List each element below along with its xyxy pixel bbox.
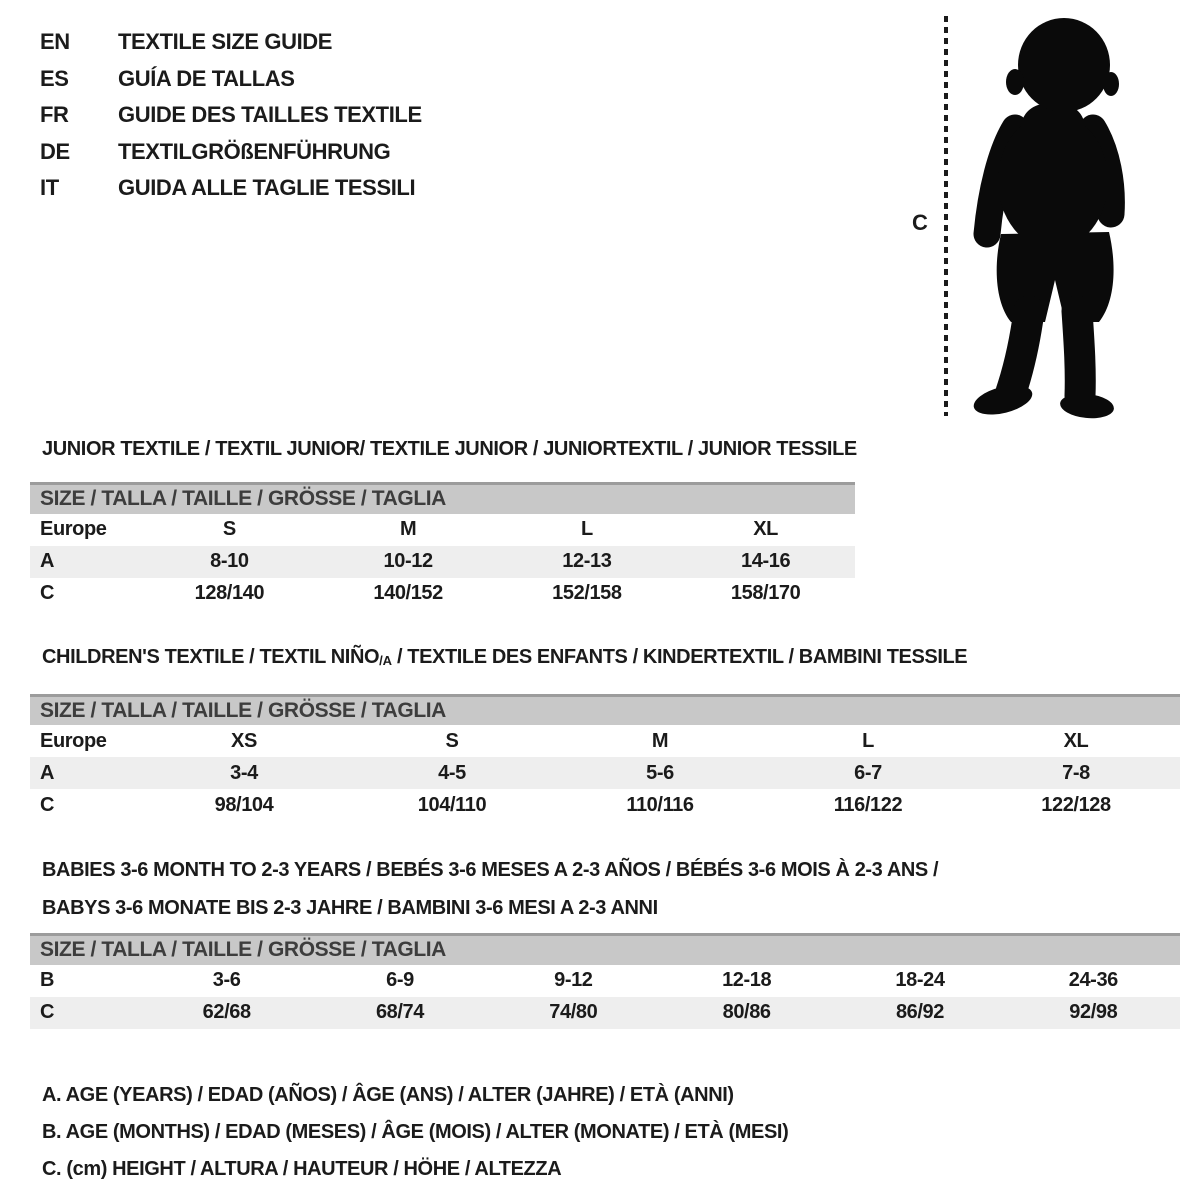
height-cell: 140/152 — [373, 582, 443, 604]
section-heading-children — [42, 610, 1200, 670]
table-row-europe — [30, 725, 1180, 757]
age-cell: 12-18 — [722, 969, 772, 991]
legend-line-c: C. (cm) HEIGHT / ALTURA / HAUTEUR / HÖHE / ALTEZZA — [42, 1157, 562, 1180]
height-measure-dashed-line — [944, 16, 948, 416]
height-cell: 98/104 — [214, 793, 274, 816]
size-header-bar: SIZE / TALLA / TAILLE / GRÖSSE / TAGLIA — [30, 935, 1180, 965]
header — [0, 0, 1200, 430]
age-cell: 3-4 — [140, 757, 348, 789]
legend-line-b: B. AGE (MONTHS) / EDAD (MESES) / ÂGE (MOIS) / ALTER (MONATE) / ETÀ (MESI) — [42, 1120, 789, 1143]
legend — [42, 1077, 1200, 1188]
size-cell: XL — [1063, 729, 1089, 752]
heading-line-1: BABIES 3-6 MONTH TO 2-3 YEARS / BEBÉS 3-6 MESES A 2-3 AÑOS / BÉBÉS 3-6 MOIS À 2-3 ANS / — [42, 859, 939, 881]
size-cell: M — [399, 518, 417, 540]
section-heading-babies — [42, 821, 1200, 927]
age-cell: 3-6 — [212, 969, 241, 991]
size-cell: S — [222, 518, 236, 540]
height-cell: 74/80 — [487, 997, 660, 1029]
height-cell: 122/128 — [1041, 793, 1111, 816]
heading-text: / TEXTILE DES ENFANTS / KINDERTEXTIL / BAMBINI TESSILE — [391, 645, 968, 668]
height-cell: 116/122 — [833, 793, 903, 816]
height-measure-label: C — [912, 210, 928, 235]
table-row-height — [30, 997, 1180, 1029]
guide-title: GUIDA ALLE TAGLIE TESSILI — [118, 175, 416, 200]
height-cell: 110/116 — [626, 793, 694, 816]
age-cell: 4-5 — [348, 757, 556, 789]
section-babies — [30, 821, 1200, 1029]
guide-title: TEXTILE SIZE GUIDE — [118, 29, 333, 54]
size-header-row — [30, 695, 1180, 725]
size-cell: L — [580, 518, 593, 540]
size-header-bar: SIZE / TALLA / TAILLE / GRÖSSE / TAGLIA — [30, 484, 855, 514]
height-cell: 62/68 — [140, 997, 313, 1029]
row-label: Europe — [40, 729, 107, 752]
age-cell: 6-9 — [386, 969, 414, 991]
language-code: EN — [40, 29, 70, 54]
size-header-row — [30, 484, 855, 514]
language-code: DE — [40, 138, 70, 164]
age-cell: 7-8 — [972, 757, 1180, 789]
row-label: A — [30, 546, 140, 578]
height-cell: 80/86 — [660, 997, 833, 1029]
age-cell: 14-16 — [676, 546, 855, 578]
age-cell: 8-10 — [140, 546, 319, 578]
height-cell: 86/92 — [833, 997, 1006, 1029]
section-heading-junior: JUNIOR TEXTILE / TEXTIL JUNIOR/ TEXTILE JUNIOR / JUNIORTEXTIL / JUNIOR TESSILE — [42, 438, 857, 460]
row-label: B — [40, 969, 55, 991]
table-row-months — [30, 965, 1180, 997]
age-cell: 12-13 — [498, 546, 677, 578]
guide-title: GUÍA DE TALLAS — [118, 65, 295, 91]
height-cell: 152/158 — [552, 582, 622, 604]
age-cell: 24-36 — [1068, 969, 1118, 991]
heading-subscript: /A — [379, 652, 392, 668]
language-title-list — [40, 24, 422, 207]
table-row-height — [30, 578, 855, 610]
heading-line-2: BABYS 3-6 MONATE BIS 2-3 JAHRE / BAMBINI 3-6 MESI A 2-3 ANNI — [42, 897, 658, 919]
language-row-es — [40, 61, 422, 98]
table-row-europe — [30, 514, 855, 546]
row-label: Europe — [40, 518, 107, 540]
height-cell: 68/74 — [313, 997, 486, 1029]
legend-line-a: A. AGE (YEARS) / EDAD (AÑOS) / ÂGE (ANS) / ALTER (JAHRE) / ETÀ (ANNI) — [42, 1083, 734, 1106]
language-code: IT — [40, 175, 59, 200]
row-label: C — [30, 997, 140, 1029]
age-cell: 18-24 — [895, 969, 945, 991]
age-cell: 10-12 — [319, 546, 498, 578]
size-cell: XS — [231, 729, 257, 752]
table-row-height — [30, 789, 1180, 821]
height-cell: 104/110 — [417, 793, 487, 816]
size-header-row — [30, 935, 1180, 965]
size-header-bar: SIZE / TALLA / TAILLE / GRÖSSE / TAGLIA — [30, 695, 1180, 725]
language-row-fr — [40, 97, 422, 134]
baby-silhouette-icon — [963, 16, 1141, 420]
age-cell: 5-6 — [556, 757, 764, 789]
height-cell: 92/98 — [1007, 997, 1180, 1029]
guide-title: GUIDE DES TAILLES TEXTILE — [118, 102, 422, 127]
size-cell: M — [651, 729, 669, 752]
age-cell: 6-7 — [764, 757, 972, 789]
size-cell: XL — [753, 518, 778, 540]
language-code: FR — [40, 102, 69, 127]
babies-size-table — [30, 933, 1180, 1029]
measurement-figure — [888, 0, 1200, 430]
heading-text: CHILDREN'S TEXTILE / TEXTIL NIÑO — [42, 645, 380, 668]
language-row-it — [40, 170, 422, 207]
language-row-en — [40, 24, 422, 61]
table-row-age — [30, 546, 855, 578]
language-row-de — [40, 134, 422, 171]
size-cell: S — [445, 729, 459, 752]
size-cell: L — [862, 729, 874, 752]
age-cell: 9-12 — [554, 969, 593, 991]
height-cell: 158/170 — [730, 582, 801, 604]
section-children — [30, 610, 1200, 822]
junior-size-table — [30, 482, 855, 610]
language-code: ES — [40, 65, 69, 91]
row-label: C — [40, 793, 55, 816]
table-row-age — [30, 757, 1180, 789]
height-cell: 128/140 — [194, 582, 265, 604]
section-junior — [30, 430, 1200, 610]
children-size-table — [30, 694, 1180, 822]
guide-title: TEXTILGRÖßENFÜHRUNG — [118, 138, 391, 164]
row-label: C — [40, 582, 55, 604]
row-label: A — [30, 757, 140, 789]
